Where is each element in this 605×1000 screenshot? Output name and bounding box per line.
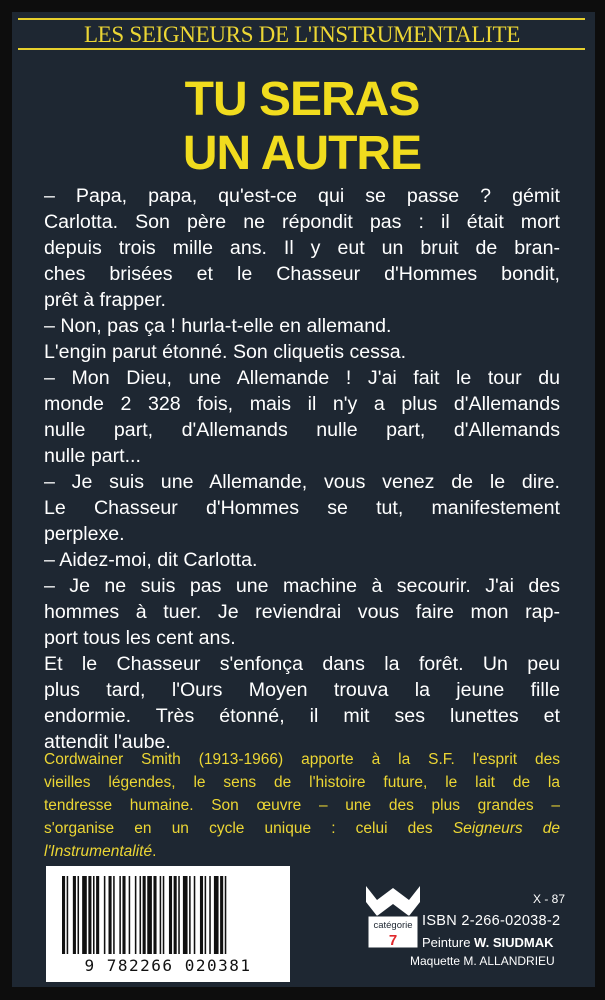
excerpt-line: attendit l'aube.: [44, 731, 171, 753]
barcode-bar: [113, 876, 115, 954]
series-name-italic: Seigneurs de: [452, 820, 561, 837]
excerpt-line: port tous les cent ans.: [44, 627, 236, 649]
blurb-text: s'organise en un cycle unique : celui des: [44, 820, 453, 837]
barcode-bar: [73, 876, 76, 954]
barcode-bar: [62, 876, 65, 954]
excerpt-line: – Mon Dieu, une Allemande ! J'ai fait le tour du: [44, 367, 560, 389]
blurb-text: .: [152, 843, 157, 860]
excerpt-line: perplexe.: [44, 523, 125, 545]
excerpt-line: endormie. Très étonné, il mit ses lunettes et: [44, 705, 560, 727]
excerpt-line: – Je ne suis pas une machine à secourir. J'ai des: [44, 575, 560, 597]
excerpt-line: nulle part, d'Allemands nulle part, d'Allemands: [44, 419, 560, 441]
barcode-number: 9 782266 020381: [84, 956, 252, 975]
blurb-line: vieilles légendes, le sens de l'histoire future, le lait de la: [44, 774, 560, 791]
excerpt-line: L'engin parut étonné. Son cliquetis cessa.: [44, 341, 407, 363]
barcode-bar: [143, 876, 146, 954]
excerpt-line: plus tard, l'Ours Moyen trouva la jeune fille: [44, 679, 560, 701]
barcode-bar: [214, 876, 219, 954]
publisher-logo: [366, 886, 420, 956]
barcode-bar: [160, 876, 162, 954]
barcode-bar: [129, 876, 131, 954]
barcode-bar: [88, 876, 91, 954]
excerpt-line: hommes à tuer. Je reviendrai vous faire mon rap-: [44, 601, 560, 623]
barcode-bar: [67, 876, 69, 954]
barcode-bar: [82, 876, 87, 954]
barcode-bar: [169, 876, 172, 954]
barcode-bar: [225, 876, 227, 954]
barcode-bar: [96, 876, 99, 954]
blurb-line: tendresse humaine. Son œuvre – une des plus grandes –: [44, 797, 560, 814]
barcode-bar: [194, 876, 196, 954]
excerpt-line: Et le Chasseur s'enfonça dans la forêt. Un peu: [44, 653, 560, 675]
barcode-bar: [135, 876, 137, 954]
price-code: X - 87: [533, 892, 566, 906]
isbn: ISBN 2-266-02038-2: [422, 913, 561, 929]
barcode-bar: [174, 876, 177, 954]
barcode-bar: [147, 876, 152, 954]
barcode-bar: [163, 876, 165, 954]
excerpt-line: Carlotta. Son père ne répondit pas : il était mort: [44, 211, 560, 233]
category-number: 7: [388, 932, 398, 949]
excerpt-line: – Je suis une Allemande, vous venez de le dire.: [44, 471, 560, 493]
barcode-bar: [178, 876, 180, 954]
excerpt-line: – Papa, papa, qu'est-ce qui se passe ? gémit: [44, 185, 560, 207]
barcode: [46, 866, 290, 982]
excerpt-line: – Aidez-moi, dit Carlotta.: [44, 549, 258, 571]
excerpt-text: [44, 183, 560, 755]
blurb-line: [44, 817, 560, 840]
painter-name: W. SIUDMAK: [474, 935, 554, 950]
series-name-italic: l'Instrumentalité: [44, 843, 153, 860]
barcode-bar: [140, 876, 142, 954]
barcode-bar: [122, 876, 125, 954]
excerpt-line: depuis trois mille ans. Il y eut un bruit de bran-: [44, 237, 560, 259]
book-title-line1: TU SERAS: [184, 73, 420, 126]
excerpt-line: nulle part...: [44, 445, 141, 467]
excerpt-line: – Non, pas ça ! hurla-t-elle en allemand.: [44, 315, 392, 337]
barcode-bar: [200, 876, 203, 954]
barcode-bar: [189, 876, 191, 954]
blurb-line: Cordwainer Smith (1913-1966) apporte à la S.F. l'esprit des: [44, 751, 560, 768]
barcode-bar: [93, 876, 95, 954]
series-title: LES SEIGNEURS DE L'INSTRUMENTALITE: [83, 22, 521, 47]
layout-credit: Maquette M. ALLANDRIEU: [410, 954, 555, 968]
book-title-line2: UN AUTRE: [182, 127, 422, 180]
barcode-bars: [60, 876, 276, 956]
barcode-bar: [220, 876, 223, 954]
cover-art-credit: [422, 935, 554, 950]
barcode-bar: [209, 876, 211, 954]
painting-label: Peinture: [422, 935, 471, 950]
blurb-line: [44, 840, 560, 863]
barcode-bar: [104, 876, 106, 954]
barcode-bar: [183, 876, 188, 954]
barcode-bar: [78, 876, 80, 954]
excerpt-line: monde 2 328 fois, mais il n'y a plus d'Allemands: [44, 393, 560, 415]
excerpt-line: Le Chasseur d'Hommes se tut, manifestement: [44, 497, 560, 519]
excerpt-line: prêt à frapper.: [44, 289, 166, 311]
barcode-bar: [109, 876, 112, 954]
barcode-bar: [119, 876, 121, 954]
category-label: catégorie: [373, 920, 413, 931]
excerpt-line: ches brisées et le Chasseur d'Hommes bondit,: [44, 263, 560, 285]
author-blurb: [44, 748, 560, 863]
barcode-bar: [205, 876, 207, 954]
barcode-bar: [153, 876, 156, 954]
